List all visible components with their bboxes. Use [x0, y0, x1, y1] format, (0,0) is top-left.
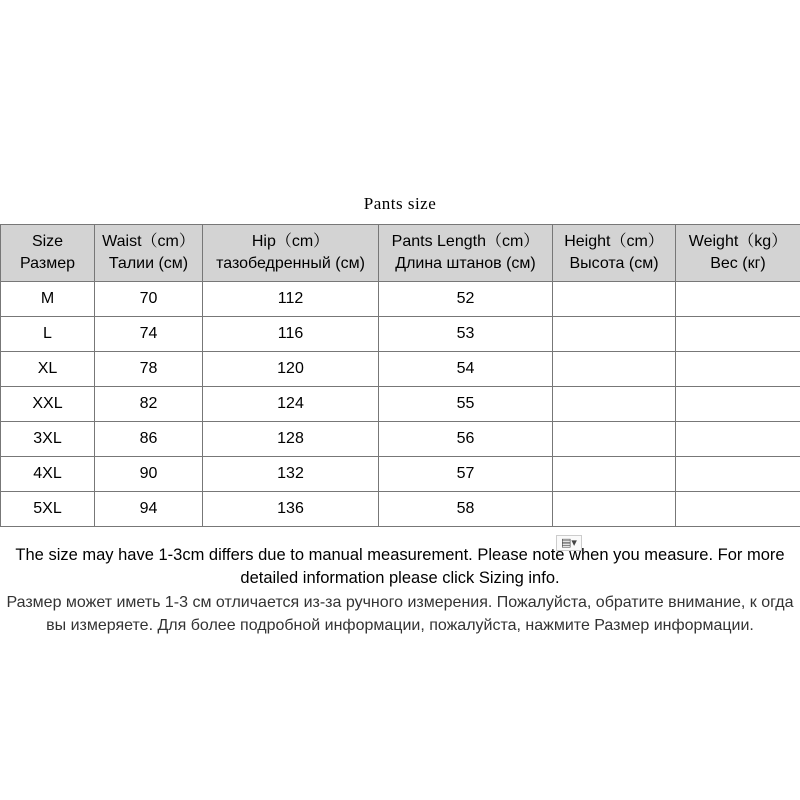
table-cell: 128: [203, 422, 379, 457]
table-cell: [676, 282, 800, 317]
table-cell: [553, 352, 676, 387]
table-cell: [553, 387, 676, 422]
column-header-ru: Размер: [20, 255, 75, 272]
table-cell: 94: [95, 492, 203, 527]
column-header-en: Pants Length（cm）: [391, 233, 540, 250]
note-russian: Размер может иметь 1-3 см отличается из-за ручного измерения. Пожалуйста, обратите внимание, к огда вы измеряете. Для более подробной информации, пожалуйста, нажмите Размер информации.: [6, 594, 794, 634]
table-cell: 90: [95, 457, 203, 492]
column-header-en: Size: [31, 233, 64, 250]
table-cell: [553, 492, 676, 527]
table-cell: [553, 282, 676, 317]
table-cell: 82: [95, 387, 203, 422]
table-cell: 70: [95, 282, 203, 317]
column-header-ru: Высота (см): [569, 255, 659, 272]
table-row: [1, 317, 800, 352]
table-cell: 116: [203, 317, 379, 352]
table-cell: 136: [203, 492, 379, 527]
table-cell: 124: [203, 387, 379, 422]
table-row: [1, 422, 800, 457]
table-row: [1, 352, 800, 387]
table-cell: 112: [203, 282, 379, 317]
column-header: [379, 225, 553, 282]
table-cell: XL: [1, 352, 95, 387]
table-cell: L: [1, 317, 95, 352]
column-header: [95, 225, 203, 282]
column-header-ru: Талии (см): [108, 255, 189, 272]
table-cell: 54: [379, 352, 553, 387]
column-header: [1, 225, 95, 282]
column-header-en: Weight（kg）: [688, 233, 788, 250]
table-cell: [676, 457, 800, 492]
table-row: [1, 387, 800, 422]
table-cell: XXL: [1, 387, 95, 422]
column-header-ru: Вес (кг): [710, 255, 766, 272]
table-cell: 120: [203, 352, 379, 387]
table-cell: [676, 387, 800, 422]
table-cell: 53: [379, 317, 553, 352]
table-cell: 52: [379, 282, 553, 317]
table-cell: 5XL: [1, 492, 95, 527]
table-row: [1, 282, 800, 317]
table-cell: 3XL: [1, 422, 95, 457]
table-cell: [676, 422, 800, 457]
column-header-ru: тазобедренный (см): [216, 255, 365, 272]
column-header: [553, 225, 676, 282]
table-cell: 4XL: [1, 457, 95, 492]
table-cell: [676, 317, 800, 352]
column-header: [676, 225, 800, 282]
table-row: [1, 492, 800, 527]
column-header-ru: Длина штанов (см): [395, 255, 536, 272]
table-cell: 58: [379, 492, 553, 527]
table-cell: 132: [203, 457, 379, 492]
note-english: The size may have 1-3cm differs due to manual measurement. Please note when you measure. For more detailed information please click Sizing info.: [15, 546, 785, 587]
size-table: [0, 224, 800, 527]
column-header-en: Height（cm）: [564, 233, 664, 250]
table-cell: [676, 352, 800, 387]
table-header-row: [1, 225, 800, 282]
table-title: Pants size: [363, 194, 437, 213]
table-cell: 86: [95, 422, 203, 457]
table-cell: 74: [95, 317, 203, 352]
table-cell: [676, 492, 800, 527]
table-cell: [553, 457, 676, 492]
table-cell: M: [1, 282, 95, 317]
table-cell: 78: [95, 352, 203, 387]
table-cell: [553, 317, 676, 352]
column-header: [203, 225, 379, 282]
table-cell: [553, 422, 676, 457]
table-cell: 56: [379, 422, 553, 457]
column-header-en: Hip（cm）: [251, 233, 330, 250]
column-header-en: Waist（cm）: [102, 233, 195, 250]
table-row: [1, 457, 800, 492]
table-cell: 55: [379, 387, 553, 422]
paste-options-icon[interactable]: ▤▾: [556, 535, 582, 551]
table-cell: 57: [379, 457, 553, 492]
